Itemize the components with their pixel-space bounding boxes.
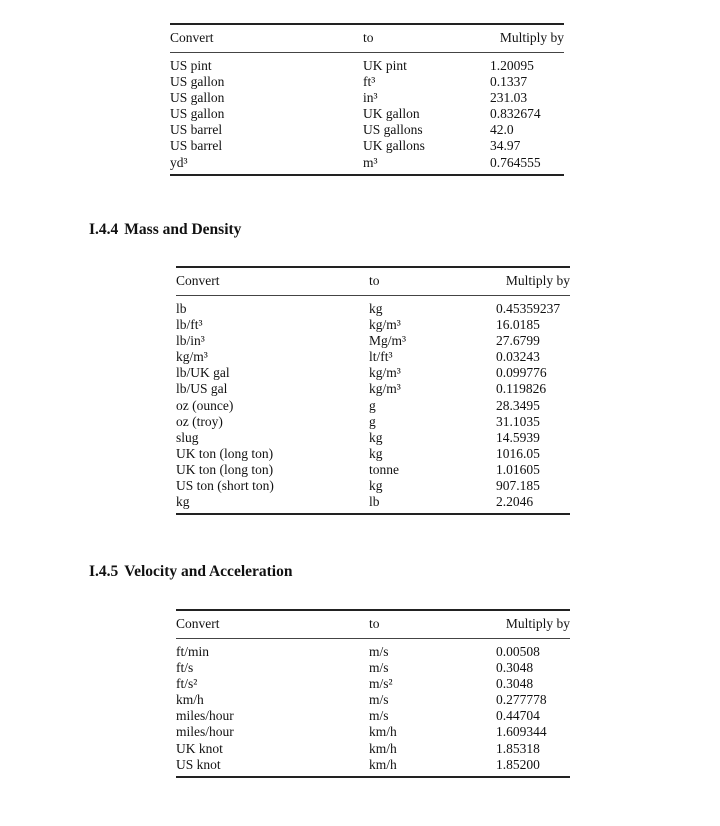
cell-multiply-by: 1016.05 xyxy=(496,445,540,461)
cell-convert-to: UK gallon xyxy=(363,106,420,122)
cell-multiply-by: 34.97 xyxy=(490,138,521,154)
cell-convert-to: m/s² xyxy=(369,676,393,692)
cell-convert-from: US pint xyxy=(170,58,212,73)
cell-convert-from: miles/hour xyxy=(176,708,234,724)
table-row xyxy=(170,58,564,74)
header-to: to xyxy=(363,30,374,45)
cell-multiply-by: 16.0185 xyxy=(496,317,540,333)
cell-multiply-by: 0.832674 xyxy=(490,106,541,122)
cell-multiply-by: 27.6799 xyxy=(496,333,540,349)
cell-convert-from: lb xyxy=(176,301,187,316)
cell-convert-from: US barrel xyxy=(170,122,223,138)
section-number: I.4.5 xyxy=(89,563,119,580)
cell-convert-from: lb/in³ xyxy=(176,333,205,349)
cell-convert-to: km/h xyxy=(369,740,397,756)
cell-convert-from: UK ton (long ton) xyxy=(176,445,274,461)
cell-convert-to: kg xyxy=(369,301,383,316)
table-row xyxy=(176,301,570,317)
cell-convert-from: UK knot xyxy=(176,740,223,756)
cell-convert-to: m/s xyxy=(369,708,389,724)
table-bottom-rule xyxy=(176,776,570,778)
table-row xyxy=(176,724,570,740)
header-to: to xyxy=(369,616,380,631)
cell-multiply-by: 0.44704 xyxy=(496,708,540,724)
cell-convert-to: Mg/m³ xyxy=(369,333,407,349)
cell-convert-from: oz (troy) xyxy=(176,413,223,429)
cell-convert-from: lb/ft³ xyxy=(176,317,203,333)
table-row xyxy=(170,138,564,154)
table-row xyxy=(176,317,570,333)
cell-convert-from: slug xyxy=(176,429,199,445)
table-bottom-rule xyxy=(176,513,570,515)
table-row xyxy=(176,333,570,349)
table-body xyxy=(176,639,570,776)
table-row xyxy=(176,430,570,446)
table-body xyxy=(170,53,564,174)
table-row xyxy=(176,757,570,773)
cell-convert-to: kg xyxy=(369,478,383,494)
cell-convert-from: UK ton (long ton) xyxy=(176,461,274,477)
cell-multiply-by: 0.3048 xyxy=(496,676,534,692)
table-row xyxy=(176,462,570,478)
cell-multiply-by: 0.764555 xyxy=(490,154,541,170)
cell-convert-from: ft/s² xyxy=(176,676,198,692)
cell-convert-to: tonne xyxy=(369,461,399,477)
cell-convert-from: ft/min xyxy=(176,644,209,659)
table-bottom-rule xyxy=(170,174,564,176)
header-multiply-by: Multiply by xyxy=(505,616,570,631)
table-header-row xyxy=(176,268,570,290)
cell-convert-from: lb/UK gal xyxy=(176,365,230,381)
cell-multiply-by: 0.277778 xyxy=(496,692,547,708)
cell-convert-to: UK gallons xyxy=(363,138,425,154)
table-row xyxy=(176,478,570,494)
table-row xyxy=(170,122,564,138)
table-row xyxy=(176,644,570,660)
table-row xyxy=(176,365,570,381)
cell-convert-from: yd³ xyxy=(170,154,188,170)
cell-multiply-by: 231.03 xyxy=(490,90,528,106)
cell-convert-to: lt/ft³ xyxy=(369,349,393,365)
cell-convert-from: miles/hour xyxy=(176,724,234,740)
cell-convert-to: g xyxy=(369,397,376,413)
table-header-row xyxy=(176,611,570,633)
table-row xyxy=(176,349,570,365)
table-row xyxy=(170,90,564,106)
volume-conversion-table xyxy=(170,23,564,176)
section-title: Mass and Density xyxy=(124,221,242,238)
cell-convert-from: lb/US gal xyxy=(176,381,228,397)
table-row xyxy=(176,414,570,430)
table-row xyxy=(176,381,570,397)
cell-convert-to: m/s xyxy=(369,692,389,708)
cell-convert-to: US gallons xyxy=(363,122,423,138)
table-row xyxy=(176,446,570,462)
cell-multiply-by: 28.3495 xyxy=(496,397,540,413)
cell-convert-to: in³ xyxy=(363,90,378,106)
cell-convert-from: US gallon xyxy=(170,106,225,122)
cell-convert-from: US ton (short ton) xyxy=(176,478,274,494)
header-convert: Convert xyxy=(170,30,214,45)
cell-convert-from: US barrel xyxy=(170,138,223,154)
cell-multiply-by: 0.1337 xyxy=(490,74,528,90)
velocity-acceleration-table xyxy=(176,609,570,778)
cell-convert-to: lb xyxy=(369,494,380,510)
cell-multiply-by: 1.609344 xyxy=(496,724,547,740)
header-convert: Convert xyxy=(176,273,220,288)
cell-multiply-by: 0.00508 xyxy=(496,644,540,659)
table-row xyxy=(176,398,570,414)
table-row xyxy=(176,708,570,724)
table-row xyxy=(176,676,570,692)
cell-convert-from: US gallon xyxy=(170,90,225,106)
cell-multiply-by: 2.2046 xyxy=(496,494,534,510)
section-heading-velocity-acceleration xyxy=(89,563,292,581)
table-row xyxy=(176,494,570,510)
cell-multiply-by: 1.01605 xyxy=(496,461,540,477)
cell-convert-from: kg/m³ xyxy=(176,349,208,365)
cell-multiply-by: 1.85318 xyxy=(496,740,540,756)
cell-multiply-by: 0.099776 xyxy=(496,365,547,381)
table-row xyxy=(176,741,570,757)
cell-convert-to: m³ xyxy=(363,154,378,170)
cell-multiply-by: 31.1035 xyxy=(496,413,540,429)
cell-multiply-by: 0.119826 xyxy=(496,381,547,397)
header-convert: Convert xyxy=(176,616,220,631)
cell-convert-to: g xyxy=(369,413,376,429)
cell-convert-to: kg/m³ xyxy=(369,317,401,333)
table-row xyxy=(176,660,570,676)
cell-convert-to: kg xyxy=(369,445,383,461)
cell-convert-to: ft³ xyxy=(363,74,376,90)
cell-convert-to: km/h xyxy=(369,724,397,740)
cell-convert-from: US gallon xyxy=(170,74,225,90)
cell-convert-to: kg/m³ xyxy=(369,365,401,381)
header-to: to xyxy=(369,273,380,288)
table-header-row xyxy=(170,25,564,47)
table-row xyxy=(170,74,564,90)
cell-convert-to: km/h xyxy=(369,756,397,772)
section-number: I.4.4 xyxy=(89,221,119,238)
table-row xyxy=(170,155,564,171)
cell-convert-from: US knot xyxy=(176,756,221,772)
cell-multiply-by: 0.03243 xyxy=(496,349,540,365)
table-row xyxy=(176,692,570,708)
section-heading-mass-density xyxy=(89,221,241,239)
section-title: Velocity and Acceleration xyxy=(124,563,293,580)
cell-multiply-by: 14.5939 xyxy=(496,429,540,445)
cell-convert-to: UK pint xyxy=(363,58,407,73)
cell-convert-from: kg xyxy=(176,494,190,510)
cell-convert-to: m/s xyxy=(369,644,389,659)
mass-density-table xyxy=(176,266,570,515)
header-multiply-by: Multiply by xyxy=(499,30,564,45)
cell-multiply-by: 0.45359237 xyxy=(496,301,561,316)
cell-multiply-by: 42.0 xyxy=(490,122,514,138)
cell-convert-from: km/h xyxy=(176,692,204,708)
cell-convert-to: kg xyxy=(369,429,383,445)
cell-multiply-by: 1.20095 xyxy=(490,58,534,73)
cell-convert-from: ft/s xyxy=(176,660,194,676)
table-row xyxy=(170,106,564,122)
cell-multiply-by: 907.185 xyxy=(496,478,540,494)
cell-convert-to: kg/m³ xyxy=(369,381,401,397)
cell-convert-to: m/s xyxy=(369,660,389,676)
header-multiply-by: Multiply by xyxy=(505,273,570,288)
cell-multiply-by: 0.3048 xyxy=(496,660,534,676)
cell-multiply-by: 1.85200 xyxy=(496,756,540,772)
cell-convert-from: oz (ounce) xyxy=(176,397,234,413)
table-body xyxy=(176,296,570,513)
